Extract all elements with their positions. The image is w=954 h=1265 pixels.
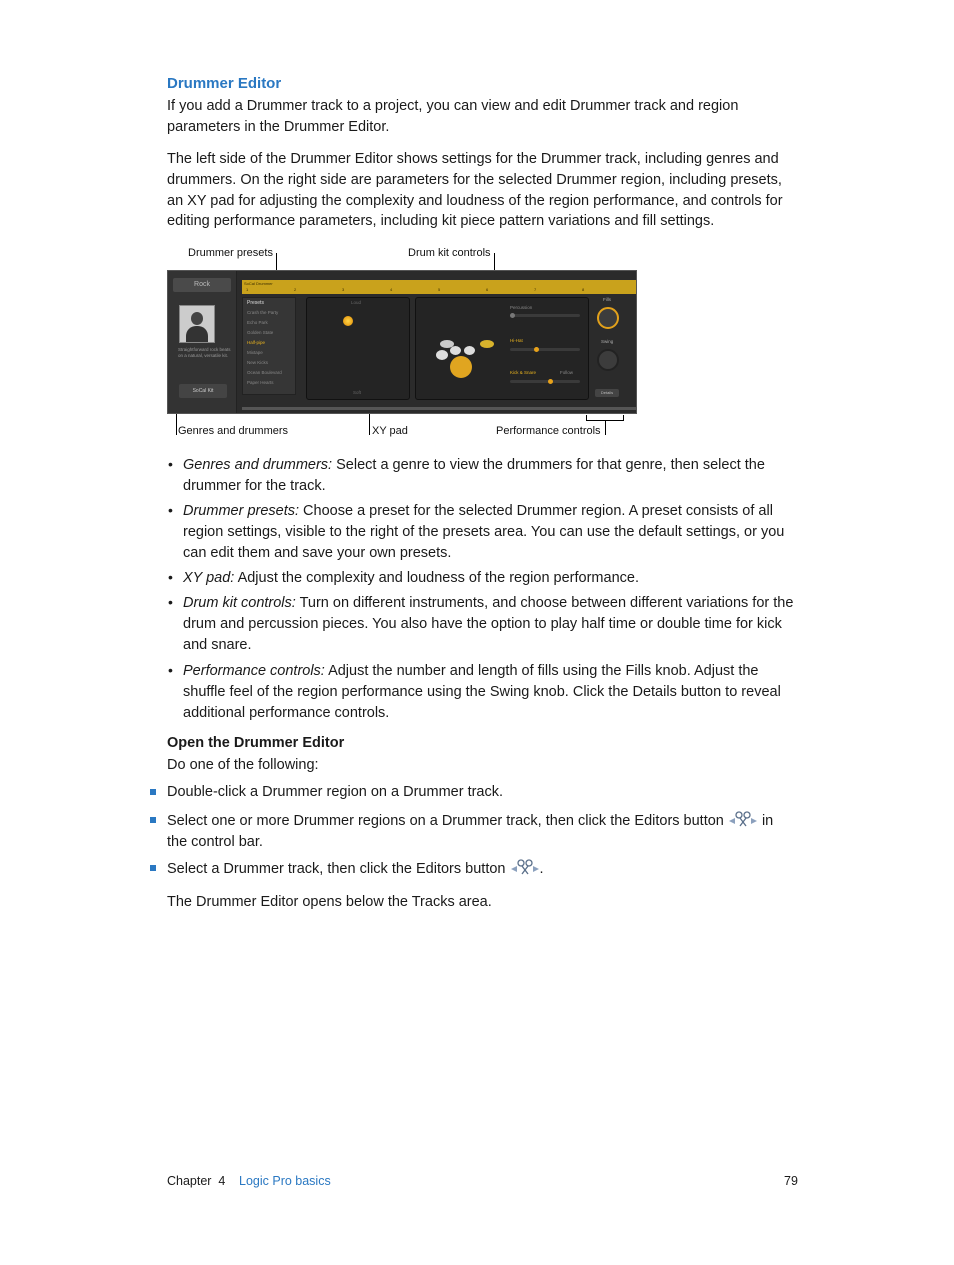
bracket-line [586,415,587,420]
bullet-dot: • [168,456,173,472]
bullet-dot: • [168,594,173,610]
kick-snare-slider[interactable] [510,380,580,383]
xy-pad[interactable] [306,297,410,400]
timeline-ruler [242,280,636,294]
percussion-slider-thumb[interactable] [510,313,515,318]
hihat-slider-thumb[interactable] [534,347,539,352]
drum-kit-controls [415,297,589,400]
step-3 [167,858,787,880]
bullet-term: Drum kit controls: [183,595,296,611]
performance-controls [591,297,636,398]
bullet-genres [183,455,803,497]
step-1: Double-click a Drummer region on a Drummer track. [167,784,504,800]
ruler-mark: 8 [582,287,585,292]
bullet-text: Adjust the complexity and loudness of the region performance. [234,570,639,586]
callout-drum-kit-controls: Drum kit controls [408,247,491,259]
fills-label: Fills [603,297,611,302]
follow-label[interactable]: Follow [560,370,574,375]
genre-selector[interactable]: Rock [173,278,231,292]
step-2 [167,810,792,853]
kick-drum-icon[interactable] [450,356,472,378]
bullet-presets [183,501,803,563]
ruler-mark: 1 [246,287,249,292]
details-button[interactable]: Details [595,389,619,397]
bullet-performance [183,661,803,723]
footer-chapter-title[interactable]: Logic Pro basics [239,1174,331,1188]
preset-item[interactable]: Paper Hearts [247,380,274,385]
leader-line [605,421,606,435]
description-paragraph: The left side of the Drummer Editor shows settings for the Drummer track, including genres and drummers. On the right side are parameters for the selected Drummer region, including presets, an XY pad for adjusting the complexity and loudness of the region performance, and controls for editing performance parameters, including kit piece pattern variations and fill settings. [167,151,783,230]
bracket-line [586,420,624,421]
drummer-avatar[interactable] [179,305,215,343]
task-result: The Drummer Editor opens below the Tracks area. [167,894,492,910]
swing-knob[interactable] [597,349,619,371]
step-3-text: Select a Drummer track, then click the Editors button [167,861,506,877]
task-title: Open the Drummer Editor [167,735,345,751]
step-marker [150,817,156,823]
task-lead: Do one of the following: [167,757,319,773]
bullet-term: XY pad: [183,570,235,586]
preset-item[interactable]: Crash the Party [247,310,279,315]
section-title: Drummer Editor [167,75,282,92]
region-tag: SoCal Drummer [244,281,273,286]
bullet-text: Choose a preset for the selected Drummer region. A preset consists of all region settings, visible to the right of the presets area. You can use the default settings, or you can edit them and save your own presets. [183,503,785,561]
bullet-text: Select a genre to view the drummers for that genre, then select the drummer for the track. [183,457,765,494]
callout-xy-pad: XY pad [372,425,408,437]
kit-button[interactable]: SoCal Kit [179,384,227,398]
tom-icon[interactable] [436,350,448,360]
step-marker [150,789,156,795]
bullet-dot: • [168,502,173,518]
intro-paragraph: If you add a Drummer track to a project, you can view and edit Drummer track and region parameters in the Drummer Editor. [167,98,739,135]
step-2-text-end: in the control bar. [167,813,774,850]
step-marker [150,865,156,871]
horizontal-scrollbar[interactable] [242,407,636,410]
fills-knob[interactable] [597,307,619,329]
bullet-text: Turn on different instruments, and choose between different variations for the drum and percussion pieces. You also have the option to play half time or double time for kick and snare. [183,595,794,653]
ruler-mark: 6 [486,287,489,292]
bullet-dot: • [168,662,173,678]
presets-list [242,297,296,395]
xy-puck[interactable] [343,316,353,326]
callout-performance-controls: Performance controls [496,425,601,437]
kick-snare-slider-thumb[interactable] [548,379,553,384]
preset-item[interactable]: New Kicks [247,360,269,365]
presets-header: Presets [247,300,264,306]
tom-icon[interactable] [450,346,461,355]
callout-genres-and-drummers: Genres and drummers [178,425,289,437]
footer-chapter: Chapter 4 [167,1174,226,1188]
preset-item[interactable]: Golden State [247,330,274,335]
bullet-dot: • [168,569,173,585]
swing-label: Swing [601,339,614,344]
bullet-text: Adjust the number and length of fills using the Fills knob. Adjust the shuffle feel of the region performance using the Swing knob. Click the Details button to reveal additional performance controls. [183,663,781,721]
ruler-mark: 4 [390,287,393,292]
page-number: 79 [784,1174,798,1188]
step-2-text: Select one or more Drummer regions on a Drummer track, then click the Editors button [167,813,724,829]
xy-label-top: Loud [351,300,362,305]
tom-icon[interactable] [464,346,475,355]
bullet-kit-controls [183,593,803,655]
bullet-term: Drummer presets: [183,503,300,519]
editors-button-icon [728,810,758,828]
xy-label-bottom: Soft [353,390,362,395]
drummer-description: Straightforward rock beats on a natural, versatile kit. [178,347,231,358]
bullet-term: Genres and drummers: [183,457,333,473]
step-3-text-end: . [539,861,544,877]
ruler-mark: 3 [342,287,345,292]
bracket-line [623,415,624,420]
ruler-mark: 7 [534,287,537,292]
cymbal-icon[interactable] [480,340,494,348]
callout-drummer-presets: Drummer presets [188,247,273,259]
ruler-mark: 2 [294,287,297,292]
percussion-label: Percussion [510,305,533,310]
kick-snare-label: Kick & Snare [510,370,537,375]
drummer-editor-screenshot [167,270,637,414]
preset-item[interactable]: Mixtape [247,350,263,355]
preset-item[interactable]: Echo Park [247,320,268,325]
ruler-mark: 5 [438,287,441,292]
preset-item-selected[interactable]: Half-pipe [247,340,266,345]
editors-button-icon [510,858,540,876]
bullet-term: Performance controls: [183,663,325,679]
preset-item[interactable]: Ocean Boulevard [247,370,282,375]
genres-drummers-panel [168,271,237,413]
bullet-xy-pad [183,568,803,589]
percussion-slider[interactable] [510,314,580,317]
hihat-label: Hi-Hat [510,338,523,343]
hihat-slider[interactable] [510,348,580,351]
